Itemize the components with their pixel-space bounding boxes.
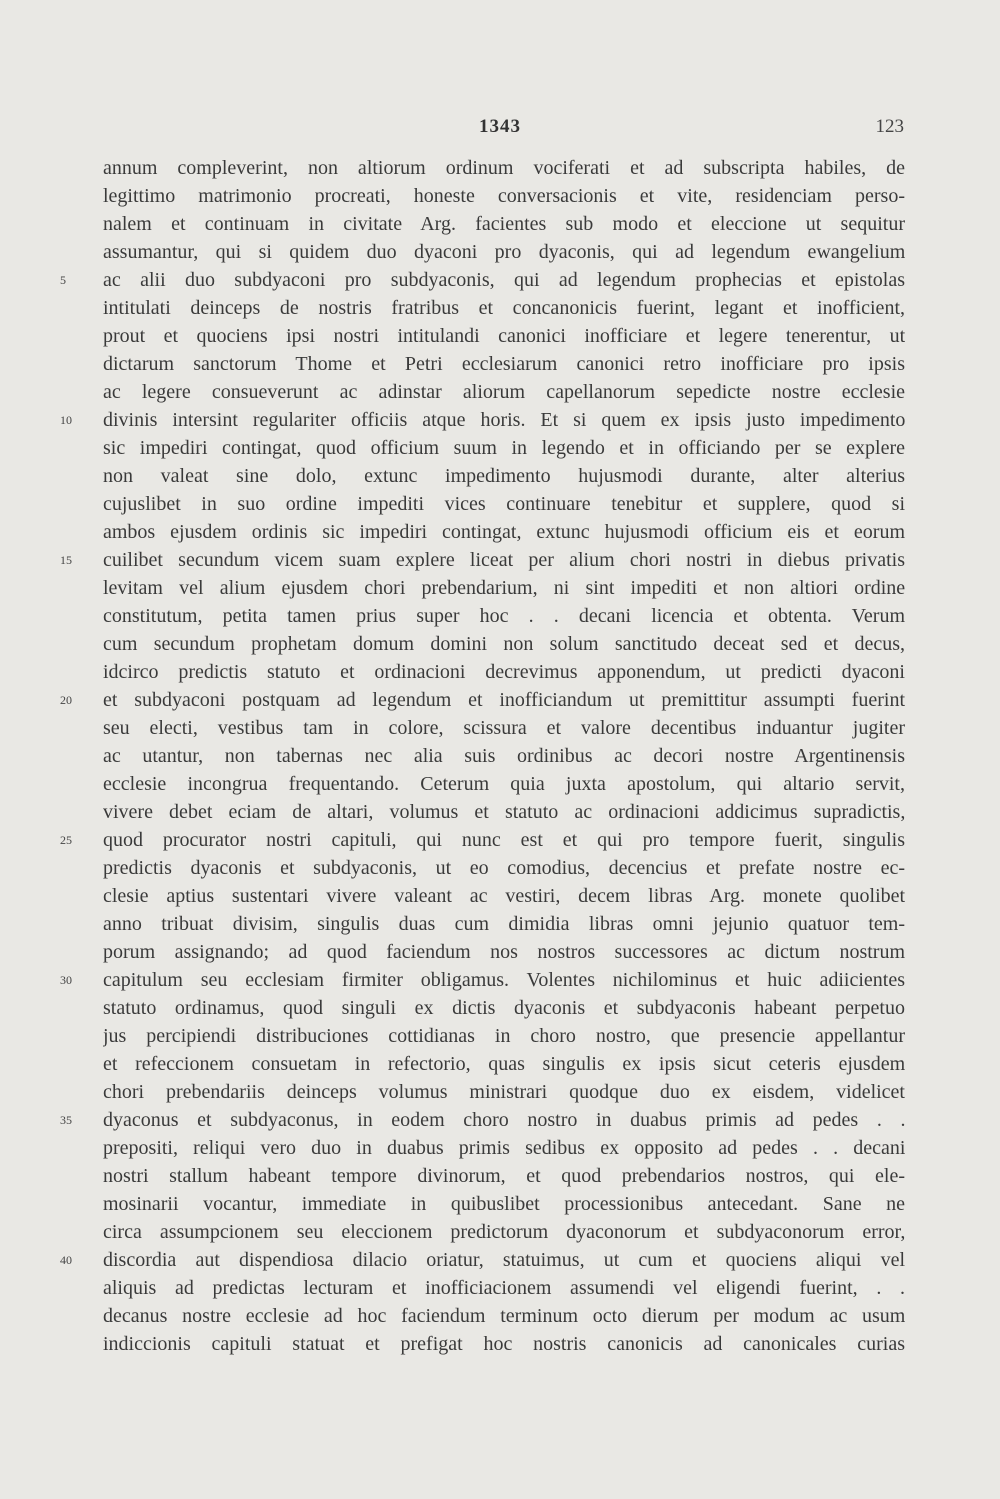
page-year-heading: 1343	[479, 116, 521, 137]
text-line	[60, 826, 905, 854]
line-text: ac legere consueverunt ac adinstar aliorum capellanorum sepedicte nostre ecclesie	[103, 381, 905, 403]
line-text: circa assumpcionem seu eleccionem predictorum dyaconorum et subdyaconorum error,	[103, 1221, 905, 1243]
line-text: discordia aut dispendiosa dilacio oriatur, statuimus, ut cum et quociens aliqui vel	[103, 1249, 905, 1271]
text-line	[103, 1190, 905, 1218]
line-number: 5	[60, 273, 66, 287]
text-line	[103, 434, 905, 462]
text-line	[60, 406, 905, 434]
line-text: chori prebendariis deinceps volumus ministrari quodque duo ex eisdem, videlicet	[103, 1081, 905, 1103]
line-text: annum compleverint, non altiorum ordinum vociferati et ad subscripta habiles, de	[103, 157, 905, 179]
page-number: 123	[875, 116, 904, 137]
text-line	[103, 238, 905, 266]
text-line	[103, 182, 905, 210]
line-text: dictarum sanctorum Thome et Petri ecclesiarum canonici retro inofficiare pro ipsis	[103, 353, 905, 375]
line-text: non valeat sine dolo, extunc impedimento hujusmodi durante, alter alterius	[103, 465, 905, 487]
text-line	[103, 1022, 905, 1050]
text-line	[103, 378, 905, 406]
text-line	[103, 854, 905, 882]
line-text: jus percipiendi distribuciones cottidianas in choro nostro, que presencie appellantur	[103, 1025, 905, 1047]
line-text: porum assignando; ad quod faciendum nos nostros successores ac dictum nostrum	[103, 941, 905, 963]
text-line	[103, 1218, 905, 1246]
text-line	[103, 1274, 905, 1302]
line-text: et subdyaconi postquam ad legendum et inofficiandum ut premittitur assumpti fuerint	[103, 689, 905, 711]
text-line	[60, 966, 905, 994]
text-line	[103, 910, 905, 938]
line-text: capitulum seu ecclesiam firmiter obligamus. Volentes nichilominus et huic adiicientes	[103, 969, 905, 991]
text-line	[103, 322, 905, 350]
line-text: aliquis ad predictas lecturam et inofficiacionem assumendi vel eligendi fuerint, . .	[103, 1277, 905, 1299]
text-line	[60, 1246, 905, 1274]
line-text: legittimo matrimonio procreati, honeste conversacionis et vite, residenciam perso-	[103, 185, 905, 207]
text-line	[103, 1330, 905, 1358]
line-text: prepositi, reliqui vero duo in duabus primis sedibus ex opposito ad pedes . . decani	[103, 1137, 905, 1159]
text-line	[103, 602, 905, 630]
text-line	[103, 518, 905, 546]
text-line	[103, 938, 905, 966]
text-line	[103, 1162, 905, 1190]
line-text: idcirco predictis statuto et ordinacioni decrevimus apponendum, ut predicti dyaconi	[103, 661, 905, 683]
text-line	[103, 294, 905, 322]
text-line	[103, 630, 905, 658]
line-text: decanus nostre ecclesie ad hoc faciendum terminum octo dierum per modum ac usum	[103, 1305, 905, 1327]
line-text: et refeccionem consuetam in refectorio, quas singulis ex ipsis sicut ceteris ejusdem	[103, 1053, 905, 1075]
line-text: ambos ejusdem ordinis sic impediri contingat, extunc hujusmodi officium eis et eorum	[103, 521, 905, 543]
line-number: 25	[60, 833, 72, 847]
line-number: 35	[60, 1113, 72, 1127]
text-line	[60, 686, 905, 714]
line-text: dyaconus et subdyaconus, in eodem choro nostro in duabus primis ad pedes . .	[103, 1109, 905, 1131]
text-line	[103, 350, 905, 378]
text-line	[60, 1106, 905, 1134]
text-line	[103, 770, 905, 798]
line-text: prout et quociens ipsi nostri intitulandi canonici inofficiare et legere tenerentur, ut	[103, 325, 905, 347]
line-text: seu electi, vestibus tam in colore, scissura et valore decentibus induantur jugiter	[103, 717, 905, 739]
text-line	[103, 1302, 905, 1330]
line-text: nostri stallum habeant tempore divinorum, et quod prebendarios nostros, qui ele-	[103, 1165, 905, 1187]
line-text: assumantur, qui si quidem duo dyaconi pro dyaconis, qui ad legendum ewangelium	[103, 241, 905, 263]
line-text: ecclesie incongrua frequentando. Ceterum quia juxta apostolum, qui altario servit,	[103, 773, 905, 795]
text-line	[103, 574, 905, 602]
line-number: 30	[60, 973, 72, 987]
text-line	[103, 490, 905, 518]
line-text: levitam vel alium ejusdem chori prebendarium, ni sint impediti et non altiori ordine	[103, 577, 905, 599]
text-line	[103, 742, 905, 770]
line-text: quod procurator nostri capituli, qui nunc est et qui pro tempore fuerit, singulis	[103, 829, 905, 851]
line-text: ac alii duo subdyaconi pro subdyaconis, qui ad legendum prophecias et epistolas	[103, 269, 905, 291]
text-line	[103, 210, 905, 238]
text-line	[103, 1134, 905, 1162]
text-line	[103, 882, 905, 910]
line-text: divinis intersint regulariter officiis atque horis. Et si quem ex ipsis justo impedimento	[103, 409, 905, 431]
text-line	[103, 658, 905, 686]
text-line	[103, 994, 905, 1022]
text-line	[103, 462, 905, 490]
text-line	[103, 714, 905, 742]
line-text: cuilibet secundum vicem suam explere liceat per alium chori nostri in diebus privatis	[103, 549, 905, 571]
line-text: intitulati deinceps de nostris fratribus et concanonicis fuerint, legant et inofficient,	[103, 297, 905, 319]
body-text	[60, 154, 905, 1358]
line-number: 40	[60, 1253, 72, 1267]
line-text: clesie aptius sustentari vivere valeant ac vestiri, decem libras Arg. monete quolibet	[103, 885, 905, 907]
line-text: cum secundum prophetam domum domini non solum sanctitudo deceat sed et decus,	[103, 633, 905, 655]
line-text: anno tribuat divisim, singulis duas cum dimidia libras omni jejunio quatuor tem-	[103, 913, 905, 935]
text-line	[60, 266, 905, 294]
text-line	[103, 1078, 905, 1106]
line-number: 15	[60, 553, 72, 567]
line-text: vivere debet eciam de altari, volumus et statuto ac ordinacioni addicimus supradictis,	[103, 801, 905, 823]
line-number: 10	[60, 413, 72, 427]
line-text: cujuslibet in suo ordine impediti vices continuare tenebitur et supplere, quod si	[103, 493, 905, 515]
line-text: mosinarii vocantur, immediate in quibuslibet processionibus antecedant. Sane ne	[103, 1193, 905, 1215]
line-text: indiccionis capituli statuat et prefigat hoc nostris canonicis ad canonicales curias	[103, 1333, 905, 1355]
line-text: statuto ordinamus, quod singuli ex dictis dyaconis et subdyaconis habeant perpetuo	[103, 997, 905, 1019]
line-text: sic impediri contingat, quod officium suum in legendo et in officiando per se explere	[103, 437, 905, 459]
text-line	[103, 154, 905, 182]
text-line	[103, 798, 905, 826]
line-text: nalem et continuam in civitate Arg. facientes sub modo et eleccione ut sequitur	[103, 213, 905, 235]
line-number: 20	[60, 693, 72, 707]
text-line	[103, 1050, 905, 1078]
text-line	[60, 546, 905, 574]
line-text: predictis dyaconis et subdyaconis, ut eo comodius, decencius et prefate nostre ec-	[103, 857, 905, 879]
line-text: ac utantur, non tabernas nec alia suis ordinibus ac decori nostre Argentinensis	[103, 745, 905, 767]
line-text: constitutum, petita tamen prius super hoc . . decani licencia et obtenta. Verum	[103, 605, 905, 627]
